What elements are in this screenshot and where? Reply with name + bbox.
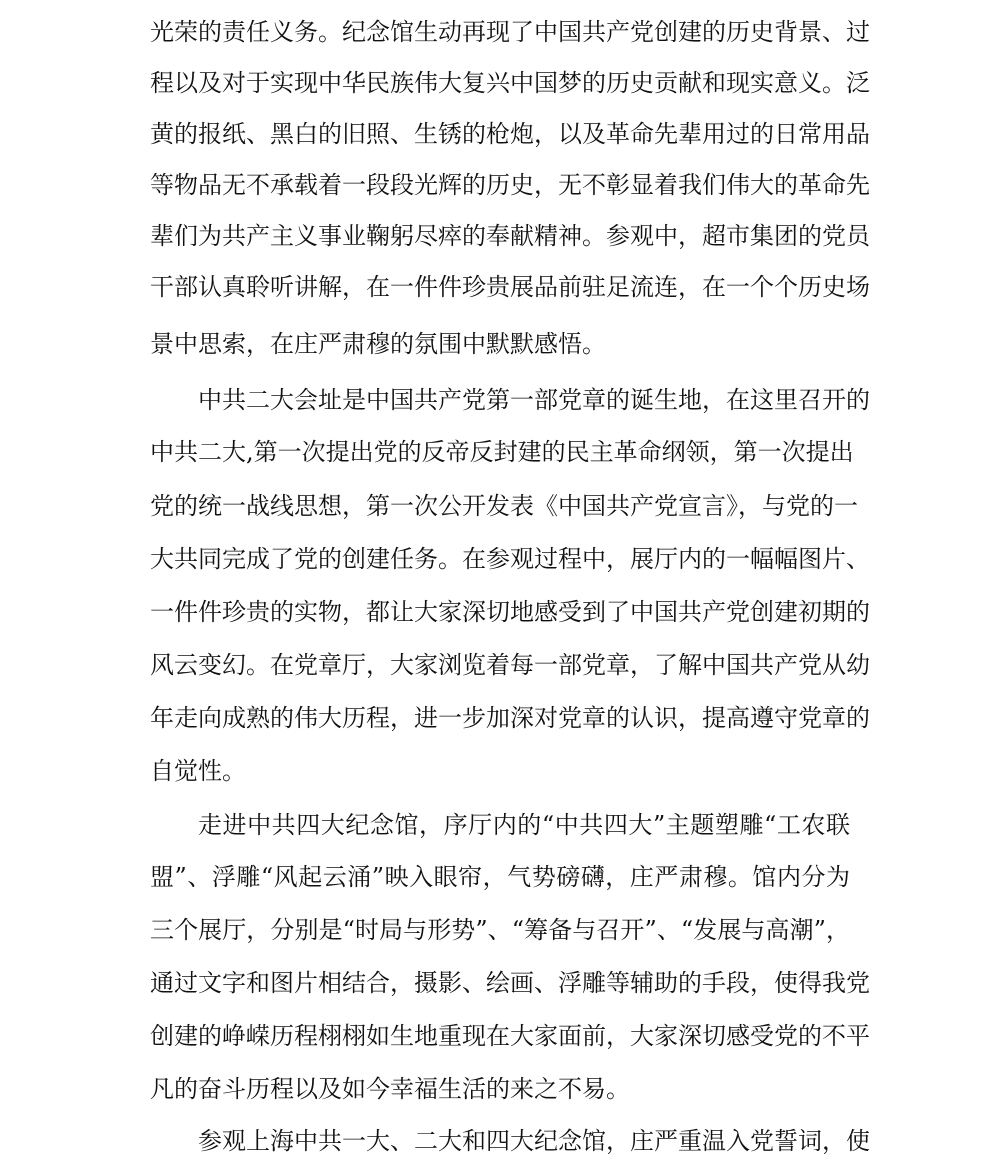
paragraph-3-line-4: 通过文字和图片相结合，摄影、绘画、浮雕等辅助的手段，使得我党 bbox=[150, 969, 870, 997]
paragraph-2-line-7: 年走向成熟的伟大历程，进一步加深对党章的认识，提高遵守党章的 bbox=[150, 704, 870, 732]
paragraph-3-line-6: 凡的奋斗历程以及如今幸福生活的来之不易。 bbox=[150, 1075, 630, 1103]
paragraph-2-line-2: 中共二大,第一次提出党的反帝反封建的民主革命纲领，第一次提出 bbox=[150, 438, 854, 466]
paragraph-1-line-3: 黄的报纸、黑白的旧照、生锈的枪炮，以及革命先辈用过的日常用品 bbox=[150, 120, 870, 148]
paragraph-2-line-3: 党的统一战线思想，第一次公开发表《中国共产党宣言》，与党的一 bbox=[150, 492, 858, 520]
paragraph-1-line-5: 辈们为共产主义事业鞠躬尽瘁的奉献精神。参观中，超市集团的党员 bbox=[150, 222, 870, 250]
paragraph-1-line-6: 干部认真聆听讲解，在一件件珍贵展品前驻足流连，在一个个历史场 bbox=[150, 273, 870, 301]
paragraph-1-line-4: 等物品无不承载着一段段光辉的历史，无不彰显着我们伟大的革命先 bbox=[150, 171, 870, 199]
paragraph-2-line-1: 中共二大会址是中国共产党第一部党章的诞生地，在这里召开的 bbox=[198, 386, 870, 414]
paragraph-3-line-3: 三个展厅，分别是“时局与形势”、“筹备与召开”、“发展与高潮”， bbox=[150, 916, 850, 944]
paragraph-2-line-5: 一件件珍贵的实物，都让大家深切地感受到了中国共产党创建初期的 bbox=[150, 598, 870, 626]
paragraph-4-line-1: 参观上海中共一大、二大和四大纪念馆，庄严重温入党誓词，使 bbox=[198, 1127, 870, 1155]
paragraph-1-line-7: 景中思索，在庄严肃穆的氛围中默默感悟。 bbox=[150, 330, 606, 358]
paragraph-3-line-1: 走进中共四大纪念馆，序厅内的“中共四大”主题塑雕“工农联 bbox=[198, 811, 850, 839]
paragraph-3-line-2: 盟”、浮雕“风起云涌”映入眼帘，气势磅礴，庄严肃穆。馆内分为 bbox=[150, 863, 850, 891]
paragraph-2-line-4: 大共同完成了党的创建任务。在参观过程中，展厅内的一幅幅图片、 bbox=[150, 545, 870, 573]
paragraph-3-line-5: 创建的峥嵘历程栩栩如生地重现在大家面前，大家深切感受党的不平 bbox=[150, 1022, 870, 1050]
paragraph-2-line-6: 风云变幻。在党章厅，大家浏览着每一部党章，了解中国共产党从幼 bbox=[150, 651, 870, 679]
paragraph-2-line-8: 自觉性。 bbox=[150, 757, 246, 785]
paragraph-1-line-2: 程以及对于实现中华民族伟大复兴中国梦的历史贡献和现实意义。泛 bbox=[150, 69, 870, 97]
paragraph-1-line-1: 光荣的责任义务。纪念馆生动再现了中国共产党创建的历史背景、过 bbox=[150, 18, 870, 46]
